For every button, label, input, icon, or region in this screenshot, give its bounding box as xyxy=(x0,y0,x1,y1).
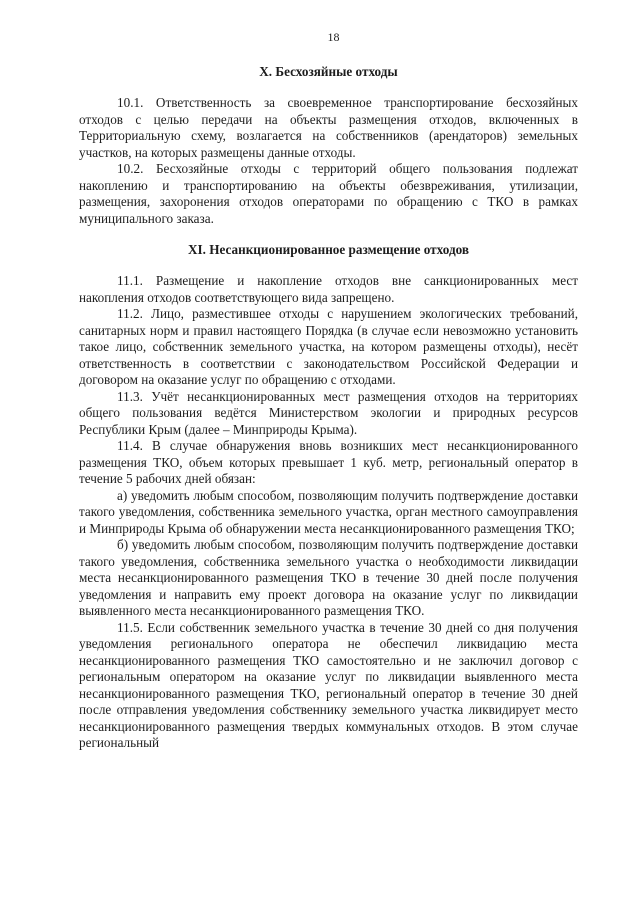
paragraph-11-2: 11.2. Лицо, разместившее отходы с нарушением экологических требований, санитарных норм и правил настоящего Порядка (в случае если невозможно установить такое лицо, собственник земельного участка, на котором размещены отходы), несёт ответственность в соответствии с законодательством Российской Федерации и договором на оказание услуг по обращению с отходами. xyxy=(79,306,578,387)
paragraph-11-1: 11.1. Размещение и накопление отходов вне санкционированных мест накопления отходов соответствующего вида запрещено. xyxy=(79,273,578,305)
paragraph-11-4-b: б) уведомить любым способом, позволяющим получить подтверждение доставки такого уведомления, собственника земельного участка о необходимости ликвидации места несанкционированного размещения ТКО в течение 30 дней после получения уведомления и направить ему проект договора на оказание услуг по ликвидации выявленного места несанкционированного размещения ТКО. xyxy=(79,537,578,618)
section-x-heading: X. Бесхозяйные отходы xyxy=(259,64,398,79)
paragraph-11-4: 11.4. В случае обнаружения вновь возникших мест несанкционированного размещения ТКО, объем которых превышает 1 куб. метр, региональный оператор в течение 5 рабочих дней обязан: xyxy=(79,438,578,486)
paragraph-10-1: 10.1. Ответственность за своевременное транспортирование бесхозяйных отходов с целью передачи на объекты размещения отходов, включенных в Территориальную схему, возлагается на собственников (арендаторов) земельных участков, на которых размещены данные отходы. xyxy=(79,95,578,160)
paragraph-10-2: 10.2. Бесхозяйные отходы с территорий общего пользования подлежат накоплению и транспортированию на объекты обезвреживания, утилизации, размещения, захоронения отходов операторами по обращению с ТКО в рамках муниципального заказа. xyxy=(79,161,578,226)
paragraph-11-4-a: а) уведомить любым способом, позволяющим получить подтверждение доставки такого уведомления, собственника земельного участка, орган местного самоуправления и Минприроды Крыма об обнаружении места несанкционированного размещения ТКО; xyxy=(79,487,578,536)
paragraph-11-5: 11.5. Если собственник земельного участка в течение 30 дней со дня получения уведомления регионального оператора не обеспечил ликвидацию места несанкционированного размещения ТКО самостоятельно и не заключил договор с региональным оператором на оказание услуг по ликвидации выявленного места несанкционированного размещения ТКО, региональный оператор в течение 30 дней после отправления уведомления собственнику земельного участка ликвидирует место несанкционированного размещения твердых коммунальных отходов. В этом случае региональный xyxy=(79,619,578,750)
section-xi-heading: XI. Несанкционированное размещение отходов xyxy=(187,242,470,257)
paragraph-11-3: 11.3. Учёт несанкционированных мест размещения отходов на территориях общего пользования ведётся Министерством экологии и природных ресурсов Республики Крым (далее – Минприроды Крыма). xyxy=(79,388,578,437)
page-number: 18 xyxy=(327,30,340,44)
